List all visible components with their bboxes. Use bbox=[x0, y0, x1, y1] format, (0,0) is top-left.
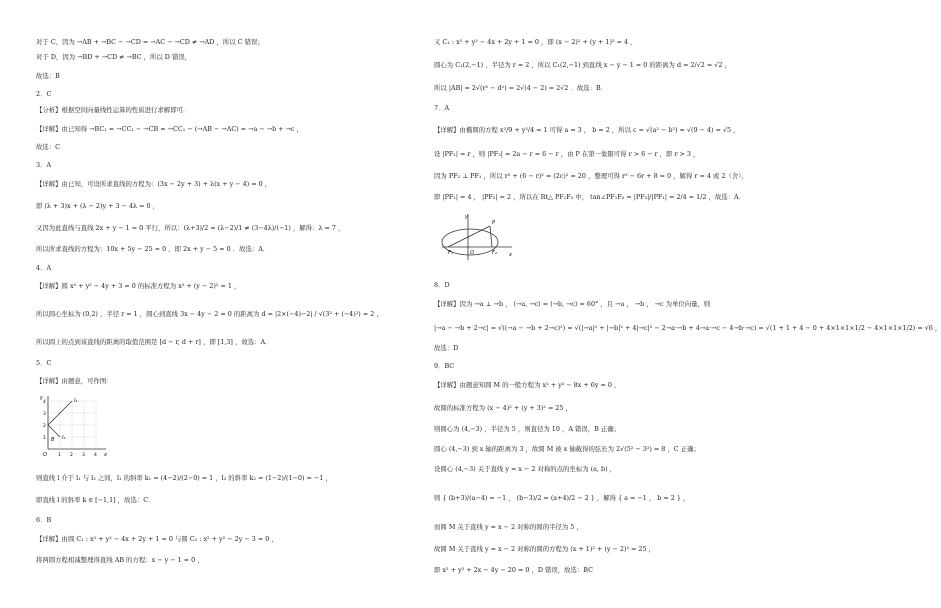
solution-line: 【详解】圆 x² + y² − 4y + 3 = 0 的标准方程为 x² + (y − 2)² = 1 ， bbox=[36, 282, 241, 290]
question-number: 8．D bbox=[434, 281, 450, 289]
solution-line: 所以 |AB| = 2√(r² − d²) = 2√(4 − 2) = 2√2 ．故选：B． bbox=[434, 84, 608, 92]
solution-line: 又因为此直线与直线 2x + y − 1 = 0 平行，所以：(λ+3)/2 = (λ−2)/1 ≠ (3−4λ)/(−1) ，解得：λ = 7 ， bbox=[36, 224, 345, 232]
grid bbox=[48, 401, 96, 449]
solution-line: 圆心 (4,−3) 到 x 轴的距离为 3 ，故圆 M 被 x 轴截得的弦长为 2√(5² − 3²) = 8 ，C 正确； bbox=[434, 445, 700, 453]
solution-line: 【详解】由题意，可作图： bbox=[36, 377, 113, 385]
focus-f1-label: F₁ bbox=[448, 250, 453, 256]
solution-line: 故圆的标准方程为 (x − 4)² + (y + 3)² = 25 ， bbox=[434, 404, 572, 412]
line-l2 bbox=[48, 425, 60, 437]
solution-line: 则直线 l 介于 l₁ 与 l₂ 之间，l₁ 的斜率 k₁ = (4−2)/(2−0) = 1 ，l₂ 的斜率 k₂ = (1−2)/(1−0) = −1 ， bbox=[36, 474, 332, 482]
solution-line: 【详解】由已知，可设所求直线的方程为：(3x − 2y + 3) + λ(x + y − 4) = 0 ， bbox=[36, 180, 272, 188]
figure-lines-slope bbox=[38, 393, 110, 457]
solution-line: 即直线 l 的斜率 k ∈ [−1,1] ，故选：C． bbox=[36, 496, 155, 504]
x-axis-label: x bbox=[509, 252, 512, 258]
tick-label: 1 bbox=[58, 453, 61, 458]
tick-label: 3 bbox=[43, 412, 46, 417]
right-column bbox=[434, 0, 941, 608]
solution-line: 【详解】由圆 C₁ : x² + y² − 4x + 2y + 1 = 0 与圆 C₂ : x² + y² − 2y − 3 = 0 ， bbox=[36, 535, 278, 543]
segment-pf2 bbox=[490, 226, 492, 247]
x-axis-label: x bbox=[104, 452, 107, 458]
solution-line: 圆心为 C₁(2,−1) ，半径为 r = 2 ，所以 C₁(2,−1) 到直线 x − y − 1 = 0 的距离为 d = 2/√2 = √2 ， bbox=[434, 61, 731, 69]
solution-line: 而圆 M 关于直线 y = x − 2 对称的圆的半径为 5 ， bbox=[434, 523, 583, 531]
solution-line: 即 (λ + 3)x + (λ − 2)y + 3 − 4λ = 0 ， bbox=[36, 202, 160, 210]
solution-line: 【详解】由已知得 →BC₁ = →CC₁ − →CB = →CC₁ − (→AB − →AC) = →a − →b + →c ， bbox=[36, 125, 303, 133]
tick-label: 4 bbox=[43, 400, 46, 405]
solution-line: 则圆心为 (4,−3) ，半径为 5 ，则直径为 10 ，A 错误，B 正确； bbox=[434, 425, 621, 433]
point-p-label: P bbox=[492, 220, 496, 226]
question-number: 3．A bbox=[36, 161, 52, 169]
question-number: 6．B bbox=[36, 516, 52, 524]
question-number: 5．C bbox=[36, 359, 52, 367]
solution-line: 将两圆方程相减整理得直线 AB 的方程：x − y − 1 = 0 ， bbox=[36, 556, 204, 564]
line-l1-label: l₁ bbox=[74, 398, 78, 404]
solution-line: 所以所求直线的方程为：10x + 5y − 25 = 0 ，即 2x + y − 5 = 0 ．故选：A． bbox=[36, 245, 270, 253]
tick-label: 1 bbox=[43, 436, 46, 441]
tick-label: 2 bbox=[70, 453, 73, 458]
solution-line: 故选：D bbox=[434, 344, 459, 352]
tick-label: 3 bbox=[82, 453, 85, 458]
solution-line: 又 C₁ : x² + y² − 4x + 2y + 1 = 0 ，即 (x − 2)² + (y + 1)² = 4 ， bbox=[434, 38, 637, 46]
line-l2-label: l₂ bbox=[62, 435, 66, 441]
question-number: 4．A bbox=[36, 264, 52, 272]
origin-label: O bbox=[470, 250, 474, 256]
question-number: 7．A bbox=[434, 104, 450, 112]
solution-line: 即 x² + y² + 2x − 4y − 20 = 0 ，D 错误，故选：BC bbox=[434, 566, 594, 574]
analysis-line: 【分析】根据空间向量线性运算的性质进行求解即可． bbox=[36, 106, 190, 114]
y-axis-label: y bbox=[465, 214, 468, 220]
tick-label: 4 bbox=[94, 453, 97, 458]
solution-line: 【详解】因为 →a ⊥ →b ， ⟨→a, →c⟩ = ⟨→b, →c⟩ = 60° ，且 →a ， →b ， →c 为单位向量，则 bbox=[434, 300, 711, 308]
solution-line: 故选：C bbox=[36, 143, 61, 151]
question-number: 9．BC bbox=[434, 362, 455, 370]
origin-label: O bbox=[43, 452, 47, 458]
tick-label: 2 bbox=[43, 424, 46, 429]
solution-line: 故选：B bbox=[36, 72, 60, 80]
focus-f2-label: F₂ bbox=[492, 250, 497, 256]
point-b-label: B bbox=[51, 437, 55, 443]
solution-line: 因为 PF₂ ⊥ PF₁ ，所以 r² + (6 − r)² = (2c)² = 20 ，整理可得 r² − 6r + 8 = 0 ，解得 r = 4 或 2（舍）， bbox=[434, 172, 748, 180]
solution-line: 设圆心 (4,−3) 关于直线 y = x − 2 对称的点的坐标为 (a, b) ， bbox=[434, 465, 617, 473]
solution-line: 则 { (b+3)/(a−4) = −1 ， (b−3)/2 = (a+4)/2 − 2 } ，解得 { a = −1 ， b = 2 } ， bbox=[434, 494, 690, 502]
solution-line: 所以圆上的点到该直线的距离的取值范围是 [d − r, d + r] ，即 [1,3] ，故选：A． bbox=[36, 338, 272, 346]
solution-line: 对于 C，因为 →AB + →BC − →CD = →AC − →CD ≠ →AD ，所以 C 错误； bbox=[36, 38, 264, 46]
solution-line: 【详解】由椭圆的方程 x²/9 + y²/4 = 1 可得 a = 3 ， b = 2 ，所以 c = √(a² − b²) = √(9 − 4) = √5 ， bbox=[434, 126, 740, 134]
solution-line: 对于 D，因为 →BD + →CD ≠ →BC ，所以 D 错误， bbox=[36, 53, 192, 61]
solution-line: |→a − →b + 2→c| = √((→a − →b + 2→c)²) = √(|→a|² + |→b|² + 4|→c|² − 2→a·→b + 4→a·→c − 4→b·→c) = √(1 + 1 + 4 − 0 + 4×1×1×1/2 − 4×1×1×1/2) = √6 ， bbox=[434, 324, 941, 332]
solution-line: 设 |PF₁| = r ，则 |PF₂| = 2a − r = 6 − r ，由 P 在第一象限可得 r > 6 − r ，即 r > 3 ， bbox=[434, 150, 700, 158]
solution-line: 所以圆心坐标为 (0,2) ，半径 r = 1 ，圆心到直线 3x − 4y − 2 = 0 的距离为 d = |2×(−4)−2| / √(3² + (−4)²) = 2 ， bbox=[36, 310, 383, 318]
question-number: 2．C bbox=[36, 90, 52, 98]
solution-line: 故圆 M 关于直线 y = x − 2 对称的圆的方程为 (x + 1)² + (y − 2)² = 25 ， bbox=[434, 545, 655, 553]
y-axis-label: y bbox=[40, 395, 43, 401]
solution-line: 即 |PF₁| = 4 ， |PF₂| = 2 ，所以在 Rt△ PF₁F₂ 中， tan∠PF₁F₂ = |PF₂|/|PF₁| = 2/4 = 1/2 ，故选：A． bbox=[434, 193, 746, 201]
left-column bbox=[36, 0, 396, 608]
figure-ellipse bbox=[440, 212, 514, 262]
solution-line: 【详解】由题意知圆 M 的一般方程为 x² + y² − 8x + 6y = 0 ， bbox=[434, 381, 621, 389]
